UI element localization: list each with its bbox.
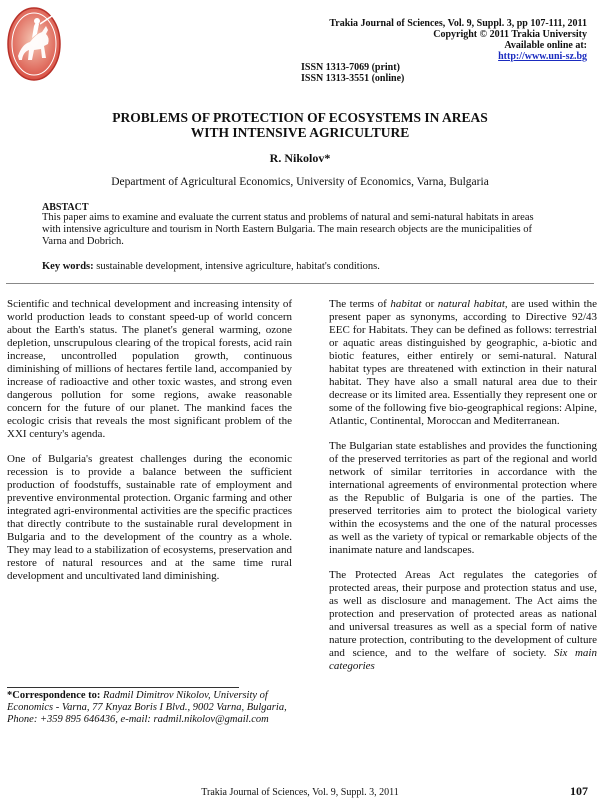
text-run: The Protected Areas Act regulates the categories of protected areas, their purpose and protection status and use, as well as disclosure and management. The Act aims the protection and preservation of protected areas as national and universal treasures as well as a special form of native nature protection, contributing to the development of culture and science, and to the welfare of society.: [329, 569, 597, 659]
text-run: The terms of: [329, 298, 391, 310]
footnote-divider: [7, 687, 239, 688]
term-habitat: habitat: [390, 298, 422, 310]
right-paragraph-2: The Bulgarian state establishes and provides the functioning of the preserved territories as part of the regional and world network of similar territories in accordance with the international agreements of environmental protection where as the Republic of Bulgaria is one of the parties. The preserved territories aim to protect the biological variety within the ecosystems and the one of the natural processes as well as the variety of typical or remarkable objects of the inanimate nature and landscapes.: [329, 440, 597, 556]
keywords-label: Key words:: [42, 261, 94, 272]
correspondence-text: Radmil Dimitrov Nikolov, University of Economics - Varna, 77 Knyaz Boris I Blvd., 9002 Varna, Bulgaria, Phone: +359 895 646436, e-mail: radmil.nikolov@gmail.com: [7, 690, 287, 725]
page-footer: Trakia Journal of Sciences, Vol. 9, Suppl. 3, 2011: [201, 787, 399, 798]
horseman-seal-icon: [6, 4, 62, 82]
journal-info: [207, 18, 587, 62]
abstract-heading: ABSTACT: [42, 202, 89, 213]
text-run: or: [421, 298, 438, 310]
text-run: , are used within the present paper as synonyms, according to Directive 92/43 EEC for Habitats. They can be defined as follows: terrestrial or aquatic areas distinguished by geographic, a-biotic and biotic features, either entirely or semi-natural. Natural habitat types are threatened with extinction in their natural habitat. They have also a small natural area due to their decrease or its limited area. Essentially they represent one or some of the following five bio-geographical regions: Alpine, Atlantic, Continental, Moroccan and Mediterranean.: [329, 298, 598, 427]
keywords: [42, 261, 552, 273]
copyright: Copyright © 2011 Trakia University: [433, 29, 587, 40]
journal-url-link[interactable]: http://www.uni-sz.bg: [498, 51, 587, 62]
abstract-text: This paper aims to examine and evaluate the current status and problems of natural and semi-natural habitats in areas with intensive agriculture and tourism in North Eastern Bulgaria. The main research objects are the municipalities of Varna and Dobrich.: [42, 212, 534, 247]
page-number: 107: [570, 784, 588, 798]
right-column: [329, 298, 597, 685]
text-run-italic: Six main categories: [329, 647, 597, 672]
title-line-1: PROBLEMS OF PROTECTION OF ECOSYSTEMS IN AREAS: [112, 110, 488, 125]
issn-print: ISSN 1313-7069 (print): [301, 62, 400, 73]
left-paragraph-2: One of Bulgaria's greatest challenges during the economic recession is to provide a balance between the sufficient production of foodstuffs, sustainable rate of employment and preventive environmental protection. Organic farming and other integrated agri-environmental activities are the specific practices that directly contribute to the sustainable rural development in Bulgaria and to the development of the country as a whole. They may lead to a stabilization of ecosystems, preservation and restore of natural resources and at the same time rural development and uncultivated land diminishing.: [7, 453, 292, 582]
keywords-text: sustainable development, intensive agriculture, habitat's conditions.: [93, 261, 380, 272]
issn-block: [301, 62, 404, 84]
issn-online: ISSN 1313-3551 (online): [301, 73, 405, 84]
affiliation: Department of Agricultural Economics, University of Economics, Varna, Bulgaria: [111, 176, 489, 188]
available-online: Available online at:: [504, 40, 587, 51]
article-title: [0, 110, 600, 140]
term-natural-habitat: natural habitat: [437, 298, 505, 310]
right-paragraph-1: [329, 298, 597, 428]
left-column: [7, 298, 292, 595]
left-paragraph-1: Scientific and technical development and increasing intensity of world production leads to constant speed-up of world concern about the Earth's status. The planet's general warming, ozone depletion, unscrupulous clearing of the tropical forests, acid rain increase, uncontrolled population growth, continuous diminishing of millions of hectares fertile land, accompanied by increase of radioactive and other toxic wastes, and strong even dangerous pollution for some regions, awake reasonable concern for the future of our planet. The mankind faces the ecologic crisis that reveals the most significant problem of the XXI century's agenda.: [7, 298, 292, 440]
journal-citation: Trakia Journal of Sciences, Vol. 9, Suppl. 3, pp 107-111, 2011: [329, 18, 587, 29]
divider: [6, 283, 594, 284]
title-line-2: WITH INTENSIVE AGRICULTURE: [190, 125, 410, 140]
author: R. Nikolov*: [269, 151, 331, 165]
right-paragraph-3: [329, 569, 597, 673]
correspondence-label: *Correspondence to:: [7, 690, 101, 701]
correspondence-note: [7, 690, 292, 726]
